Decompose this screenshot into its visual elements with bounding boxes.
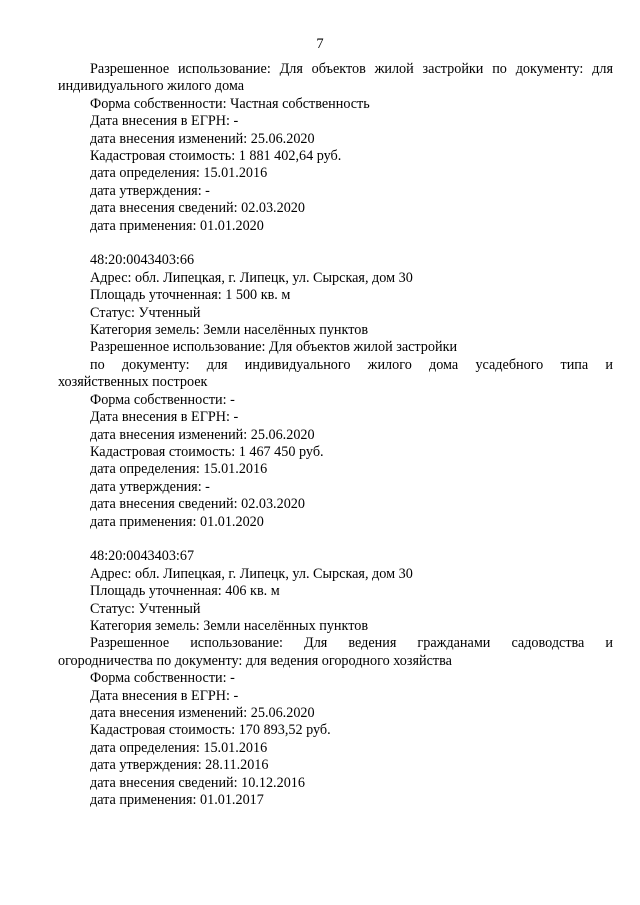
egrn-entry-date: Дата внесения в ЕГРН: - [90, 409, 239, 426]
permitted-use-doc-line: по документу: для индивидуального жилого дома усадебного типа и [90, 356, 613, 373]
egrn-entry-date: Дата внесения в ЕГРН: - [90, 687, 239, 704]
land-category: Категория земель: Земли населённых пунктов [90, 322, 369, 339]
area: Площадь уточненная: 406 кв. м [90, 583, 280, 600]
change-date: дата внесения изменений: 25.06.2020 [90, 705, 315, 721]
info-entry-date: дата внесения сведений: 02.03.2020 [90, 200, 305, 217]
cadastral-value: Кадастровая стоимость: 1 881 402,64 руб. [90, 148, 342, 165]
ownership-form: Форма собственности: - [90, 391, 235, 408]
info-entry-date: дата внесения сведений: 10.12.2016 [90, 774, 305, 791]
status: Статус: Учтенный [90, 600, 201, 617]
ownership-form: Форма собственности: Частная собственность [90, 95, 370, 112]
application-date: дата применения: 01.01.2017 [90, 792, 264, 809]
approval-date: дата утверждения: 28.11.2016 [90, 757, 269, 774]
permitted-use-line-cont: индивидуального жилого дома [58, 78, 245, 95]
permitted-use-doc-line-cont: хозяйственных построек [58, 374, 208, 391]
permitted-use-line: Разрешенное использование: Для объектов жилой застройки по документу: для [90, 61, 613, 77]
cadastral-value: Кадастровая стоимость: 170 893,52 руб. [90, 722, 331, 739]
land-category: Категория земель: Земли населённых пунктов [90, 617, 369, 634]
parcel-block-66 [58, 252, 613, 531]
permitted-use-line-cont: огородничества по документу: для ведения огородного хозяйства [58, 652, 452, 669]
egrn-entry-date: Дата внесения в ЕГРН: - [90, 113, 239, 130]
determination-date: дата определения: 15.01.2016 [90, 165, 268, 182]
change-date: дата внесения изменений: 25.06.2020 [90, 426, 315, 443]
change-date: дата внесения изменений: 25.06.2020 [90, 130, 315, 147]
determination-date: дата определения: 15.01.2016 [90, 739, 268, 756]
permitted-use-line: Разрешенное использование: Для объектов жилой застройки [90, 339, 458, 356]
application-date: дата применения: 01.01.2020 [90, 217, 264, 234]
area: Площадь уточненная: 1 500 кв. м [90, 287, 291, 304]
cadastral-value: Кадастровая стоимость: 1 467 450 руб. [90, 443, 324, 460]
cadastral-number: 48:20:0043403:66 [90, 252, 195, 269]
determination-date: дата определения: 15.01.2016 [90, 461, 268, 478]
address: Адрес: обл. Липецкая, г. Липецк, ул. Сырская, дом 30 [90, 565, 413, 582]
parcel-block-continued [58, 61, 613, 235]
status: Статус: Учтенный [90, 304, 201, 321]
info-entry-date: дата внесения сведений: 02.03.2020 [90, 496, 305, 513]
address: Адрес: обл. Липецкая, г. Липецк, ул. Сырская, дом 30 [90, 269, 413, 286]
ownership-form: Форма собственности: - [90, 670, 235, 687]
approval-date: дата утверждения: - [90, 182, 210, 199]
application-date: дата применения: 01.01.2020 [90, 513, 264, 530]
page-number: 7 [316, 36, 324, 52]
parcel-block-67 [58, 548, 613, 809]
approval-date: дата утверждения: - [90, 478, 210, 495]
block-gap [58, 235, 613, 252]
document-body [58, 61, 613, 809]
block-gap [58, 531, 613, 548]
permitted-use-line: Разрешенное использование: Для ведения гражданами садоводства и [90, 635, 613, 652]
cadastral-number: 48:20:0043403:67 [90, 548, 195, 565]
